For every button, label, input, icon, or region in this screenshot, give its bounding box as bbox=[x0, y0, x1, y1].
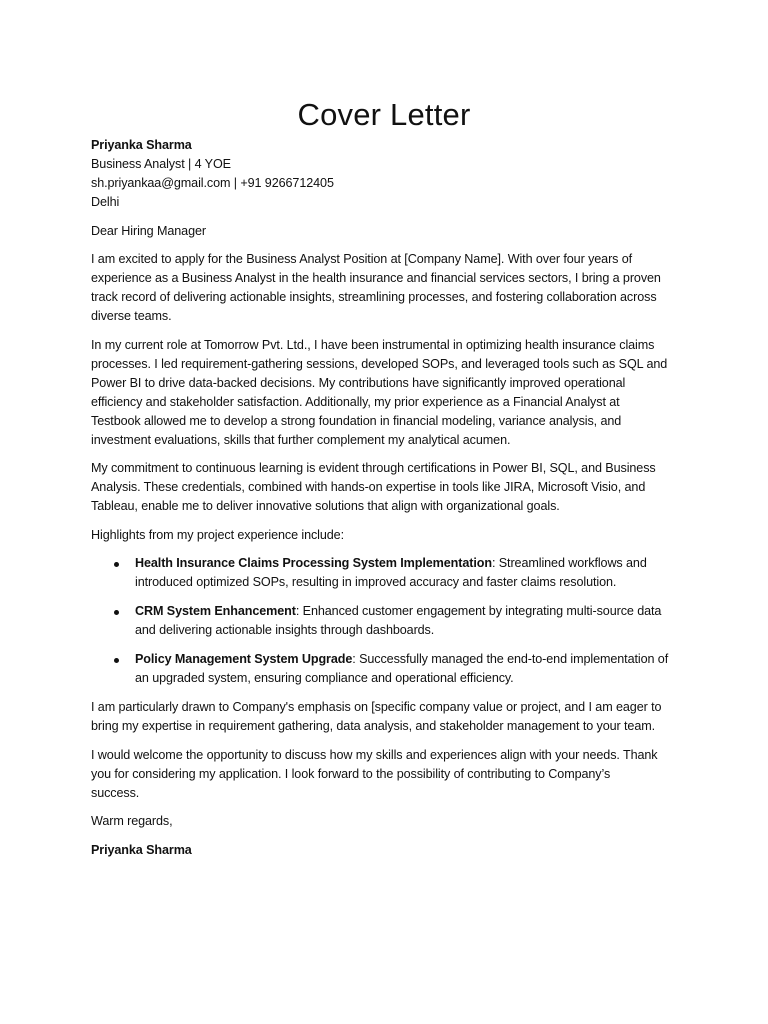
paragraph-learning bbox=[91, 459, 681, 516]
highlight-title: CRM System Enhancement bbox=[135, 604, 296, 618]
sender-name: Priyanka Sharma bbox=[91, 138, 192, 152]
bullet-icon bbox=[114, 562, 119, 567]
sender-role: Business Analyst | 4 YOE bbox=[91, 157, 231, 171]
paragraph-line: Power BI to drive data-backed decisions. My contributions have significantly improved operational bbox=[91, 375, 626, 390]
paragraph-line: success. bbox=[91, 785, 140, 800]
paragraph-line: Tableau, enable me to deliver innovative solutions that align with organizational goals. bbox=[91, 499, 560, 513]
paragraph-line: I am particularly drawn to Company's emphasis on [specific company value or project, and I am eager to bbox=[91, 700, 662, 714]
paragraph-line: Analysis. These credentials, combined with hands-on expertise in tools like JIRA, Microsoft Visio, and bbox=[91, 480, 646, 494]
letter-body bbox=[91, 136, 681, 869]
highlight-text: introduced optimized SOPs, resulting in improved accuracy and faster claims resolution. bbox=[135, 575, 617, 589]
paragraph-current-role bbox=[91, 336, 681, 450]
highlights-intro-text: Highlights from my project experience include: bbox=[91, 527, 344, 542]
highlight-text: : Streamlined workflows and bbox=[491, 556, 647, 570]
signature-name: Priyanka Sharma bbox=[91, 842, 192, 857]
paragraph-line: My commitment to continuous learning is evident through certifications in Power BI, SQL, and Business bbox=[91, 461, 656, 475]
paragraph-line: In my current role at Tomorrow Pvt. Ltd., I have been instrumental in optimizing health insurance claims bbox=[91, 337, 655, 352]
bullet-icon bbox=[114, 658, 119, 663]
highlight-item bbox=[91, 554, 681, 592]
paragraph-line: processes. I led requirement-gathering sessions, developed SOPs, and leveraged tools such as SQL and bbox=[91, 356, 668, 371]
paragraph-intro bbox=[91, 250, 681, 326]
paragraph-line: I am excited to apply for the Business Analyst Position at [Company Name]. With over four years of bbox=[91, 252, 633, 266]
paragraph-line: investment evaluations, skills that further complement my analytical acumen. bbox=[91, 432, 511, 447]
highlights-intro bbox=[91, 526, 681, 545]
highlight-text: an upgraded system, ensuring compliance and operational efficiency. bbox=[135, 671, 514, 685]
highlight-title: Health Insurance Claims Processing System Implementation bbox=[135, 556, 492, 570]
paragraph-line: you for considering my application. I look forward to the possibility of contributing to Company’s bbox=[91, 766, 611, 781]
paragraph-closing bbox=[91, 746, 681, 803]
signoff bbox=[91, 812, 681, 831]
paragraph-line: experience as a Business Analyst in the health insurance and financial services sectors, I bring a proven bbox=[91, 271, 661, 285]
signoff-text: Warm regards, bbox=[91, 814, 173, 828]
salutation-text: Dear Hiring Manager bbox=[91, 223, 206, 238]
paragraph-line: bring my expertise in requirement gathering, data analysis, and stakeholder management to your team. bbox=[91, 719, 656, 733]
highlight-title: Policy Management System Upgrade bbox=[135, 652, 353, 666]
paragraph-line: track record of delivering actionable insights, streamlining processes, and fostering collaboration across bbox=[91, 290, 657, 304]
page-title: Cover Letter bbox=[297, 97, 471, 132]
signature bbox=[91, 841, 681, 860]
highlight-text: and delivering actionable insights through dashboards. bbox=[135, 623, 435, 637]
sender-contact: sh.priyankaa@gmail.com | +91 9266712405 bbox=[91, 176, 334, 190]
paragraph-line: I would welcome the opportunity to discuss how my skills and experiences align with your needs. Thank bbox=[91, 747, 658, 762]
highlight-text: : Successfully managed the end-to-end implementation of bbox=[352, 652, 669, 666]
highlights-list bbox=[91, 554, 681, 688]
highlight-item bbox=[91, 602, 681, 640]
sender-info bbox=[91, 136, 681, 212]
bullet-icon bbox=[114, 610, 119, 615]
highlight-text: : Enhanced customer engagement by integrating multi-source data bbox=[295, 604, 662, 618]
paragraph-line: diverse teams. bbox=[91, 309, 172, 323]
paragraph-line: efficiency and stakeholder satisfaction. Additionally, my prior experience as a Financial Analyst at bbox=[91, 394, 620, 409]
paragraph-line: Testbook allowed me to develop a strong foundation in financial modeling, variance analysis, and bbox=[91, 413, 622, 428]
paragraph-company-interest bbox=[91, 698, 681, 736]
sender-location: Delhi bbox=[91, 195, 120, 209]
salutation bbox=[91, 222, 681, 241]
highlight-item bbox=[91, 650, 681, 688]
